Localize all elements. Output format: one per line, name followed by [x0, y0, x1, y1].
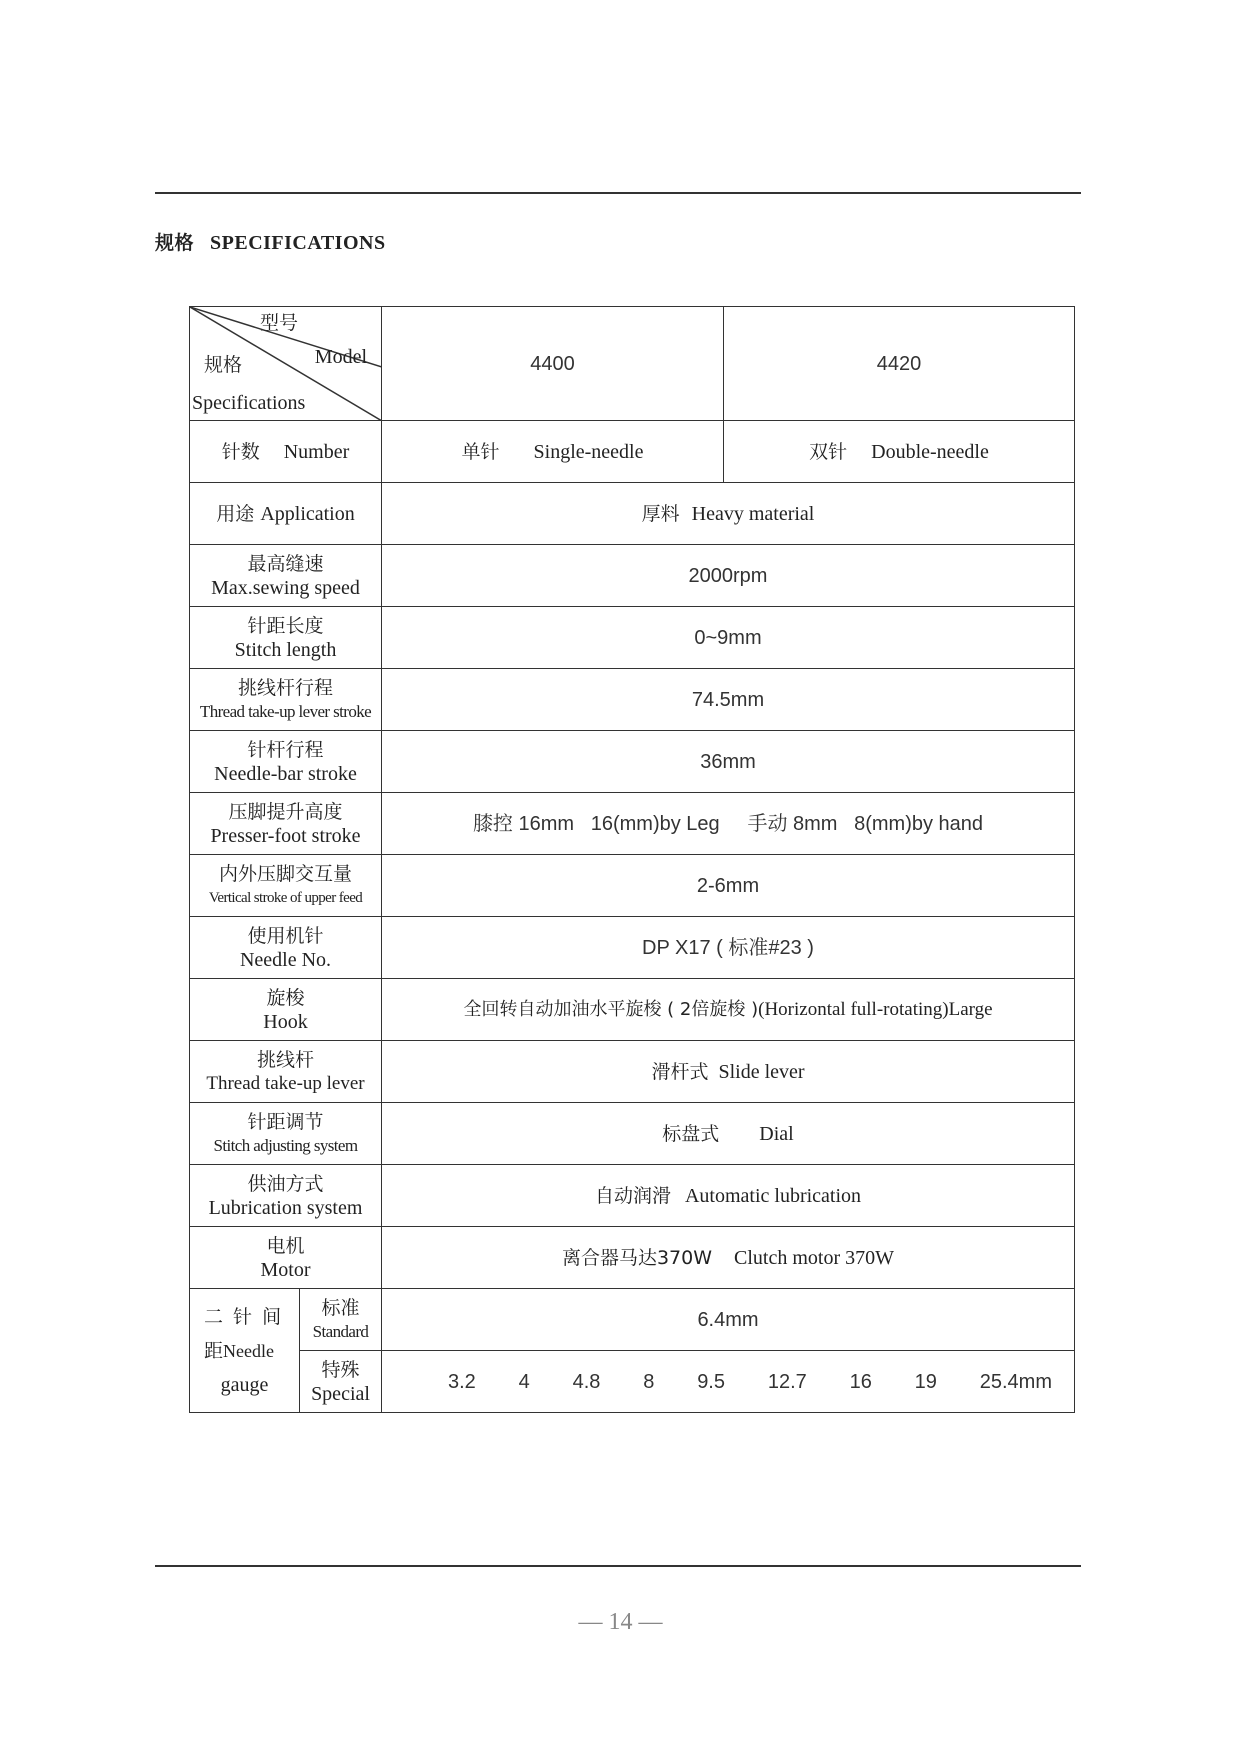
lubrication-value: 自动润滑 Automatic lubrication: [382, 1165, 1075, 1227]
upper-feed-value: 2-6mm: [382, 855, 1075, 917]
gauge-standard-value: 6.4mm: [382, 1289, 1075, 1351]
top-rule: [155, 192, 1081, 194]
row-label-needle-no: 使用机针 Needle No.: [190, 917, 382, 979]
gauge-value: 12.7: [767, 1370, 807, 1393]
gauge-value: 8: [643, 1370, 655, 1393]
table-row: [190, 545, 1075, 607]
row-label-gauge: 二 针 间 距Needle gauge: [190, 1289, 300, 1413]
row-label-takeup-stroke: 挑线杆行程 Thread take-up lever stroke: [190, 669, 382, 731]
table-row: [190, 1103, 1075, 1165]
takeup-stroke-value: 74.5mm: [382, 669, 1075, 731]
row-label-speed: 最高缝速 Max.sewing speed: [190, 545, 382, 607]
row-label-takeup-lever: 挑线杆 Thread take-up lever: [190, 1041, 382, 1103]
gauge-value: 25.4mm: [979, 1370, 1052, 1393]
stitch-length-value: 0~9mm: [382, 607, 1075, 669]
gauge-value: 9.5: [697, 1370, 725, 1393]
row-label-application: 用途 Application: [190, 483, 382, 545]
table-row: [190, 1289, 1075, 1351]
table-row: [190, 1041, 1075, 1103]
row-label-stitch-adjust: 针距调节 Stitch adjusting system: [190, 1103, 382, 1165]
row-label-motor: 电机 Motor: [190, 1227, 382, 1289]
speed-value: 2000rpm: [382, 545, 1075, 607]
motor-value: 离合器马达370W Clutch motor 370W: [382, 1227, 1075, 1289]
row-label-number: 针数 Number: [190, 421, 382, 483]
page-title: 规格 SPECIFICATIONS: [155, 232, 386, 254]
spec-zh-label: 规格: [204, 354, 243, 376]
hook-value: 全回转自动加油水平旋梭 ( 2倍旋梭 )(Horizontal full-rotating)Large: [382, 979, 1075, 1041]
table-row: [190, 669, 1075, 731]
table-row: [190, 1165, 1075, 1227]
model-4420: 4420: [724, 307, 1075, 421]
needle-count-4420: 双针 Double-needle: [724, 421, 1075, 483]
stitch-adjust-value: 标盘式 Dial: [382, 1103, 1075, 1165]
table-row: [190, 1351, 1075, 1413]
needlebar-value: 36mm: [382, 731, 1075, 793]
gauge-standard-label: 标准 Standard: [300, 1289, 382, 1351]
takeup-lever-value: 滑杆式 Slide lever: [382, 1041, 1075, 1103]
table-row: [190, 607, 1075, 669]
page-number: — 14 —: [578, 1609, 663, 1635]
row-label-presser: 压脚提升高度 Presser-foot stroke: [190, 793, 382, 855]
row-label-hook: 旋梭 Hook: [190, 979, 382, 1041]
model-en-label: Model: [314, 346, 367, 368]
gauge-value: 16: [849, 1370, 872, 1393]
table-row: [190, 421, 1075, 483]
gauge-special-label: 特殊 Special: [300, 1351, 382, 1413]
gauge-value: 4.8: [572, 1370, 601, 1393]
row-label-needlebar: 针杆行程 Needle-bar stroke: [190, 731, 382, 793]
table-header-row: [190, 307, 1075, 421]
diagonal-header-cell: [190, 307, 382, 421]
gauge-value: 4: [518, 1370, 530, 1393]
table-row: [190, 979, 1075, 1041]
model-zh-label: 型号: [260, 312, 299, 334]
row-label-lubrication: 供油方式 Lubrication system: [190, 1165, 382, 1227]
specifications-table: [189, 306, 1075, 1413]
table-row: [190, 1227, 1075, 1289]
spec-en-label: Specifications: [192, 392, 306, 414]
table-row: [190, 483, 1075, 545]
row-label-upper-feed: 内外压脚交互量 Vertical stroke of upper feed: [190, 855, 382, 917]
row-label-stitch-length: 针距长度 Stitch length: [190, 607, 382, 669]
application-value: 厚料 Heavy material: [382, 483, 1075, 545]
table-row: [190, 793, 1075, 855]
bottom-rule: [155, 1565, 1081, 1567]
gauge-special-values: [382, 1351, 1075, 1413]
gauge-value: 19: [914, 1370, 937, 1393]
table-row: [190, 855, 1075, 917]
needle-no-value: DP X17 ( 标准#23 ): [382, 917, 1075, 979]
table-row: [190, 731, 1075, 793]
gauge-value: 3.2: [448, 1370, 476, 1393]
model-4400: 4400: [382, 307, 724, 421]
table-row: [190, 917, 1075, 979]
needle-count-4400: 单针 Single-needle: [382, 421, 724, 483]
presser-value: 膝控 16mm 16(mm)by Leg 手动 8mm 8(mm)by hand: [382, 793, 1075, 855]
